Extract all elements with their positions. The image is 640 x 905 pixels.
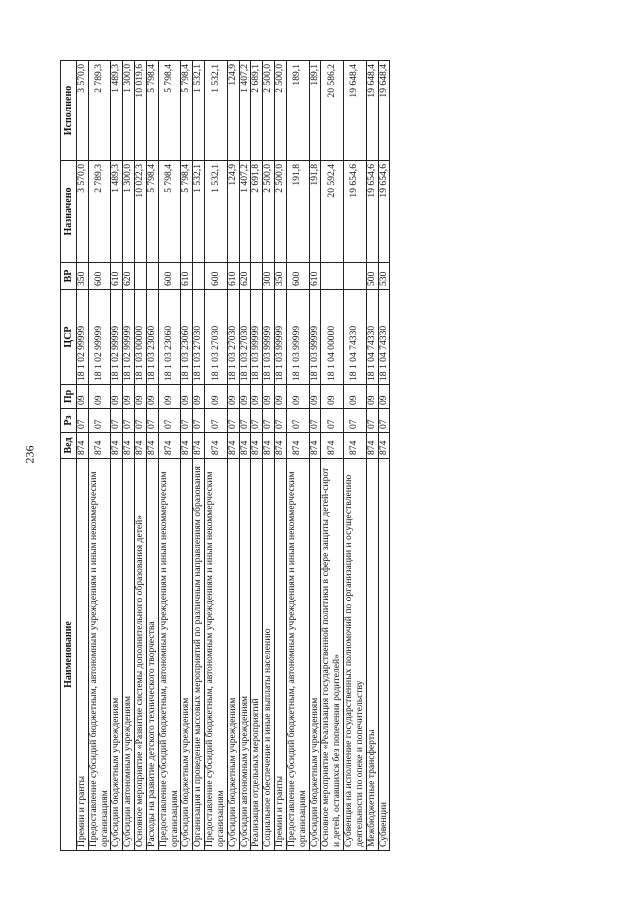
cell-rz: 07 [366,409,378,433]
cell-pr: 09 [378,385,390,409]
cell-rz: 07 [88,409,111,433]
cell-rz: 07 [251,409,263,433]
cell-vr [344,263,367,290]
cell-csr: 18 1 03 00000 [135,290,147,385]
cell-vr: 350 [275,263,287,290]
cell-pr: 09 [309,385,321,409]
cell-name: Субсидии автономным учреждениям [239,459,251,851]
cell-pr: 09 [251,385,263,409]
cell-name: Предоставление субсидий бюджетным, автономным учреждениям и иным некоммерческим организациям [88,459,111,851]
table-row [275,61,287,851]
cell-ved: 874 [263,433,275,459]
table-row [286,61,309,851]
table-row [378,61,390,851]
cell-csr: 18 1 03 27030 [239,290,251,385]
cell-vr: 600 [158,263,181,290]
cell-rz: 07 [146,409,158,433]
cell-pr: 09 [275,385,287,409]
cell-rz: 07 [309,409,321,433]
cell-executed: 1 489,3 [111,61,123,161]
cell-vr: 600 [286,263,309,290]
cell-pr: 09 [344,385,367,409]
table-row [263,61,275,851]
cell-executed: 5 798,4 [146,61,158,161]
cell-assigned: 2 500,0 [275,161,287,263]
page-number: 236 [22,445,37,464]
cell-executed: 3 570,0 [77,61,89,161]
cell-name: Субвенции [378,459,390,851]
cell-ved: 874 [146,433,158,459]
cell-csr: 18 1 02 99999 [88,290,111,385]
cell-name: Основное мероприятие «Реализация государственной политики в сфере защиты детей-сирот и детей, оставшихся без попечения родителей» [321,459,344,851]
cell-name: Субсидии бюджетным учреждениям [309,459,321,851]
cell-csr: 18 1 03 27030 [205,290,228,385]
rotated-table-wrapper [60,61,556,851]
cell-ved: 874 [77,433,89,459]
cell-pr: 09 [77,385,89,409]
cell-vr: 530 [378,263,390,290]
cell-executed: 19 648,4 [366,61,378,161]
cell-ved: 874 [158,433,181,459]
cell-pr: 09 [227,385,239,409]
cell-rz: 07 [193,409,205,433]
cell-vr: 500 [366,263,378,290]
cell-ved: 874 [227,433,239,459]
table-row [158,61,181,851]
cell-assigned: 10 022,3 [135,161,147,263]
cell-ved: 874 [275,433,287,459]
col-header-vr: ВР [61,263,77,290]
cell-csr: 18 1 03 99999 [251,290,263,385]
cell-assigned: 2 789,3 [88,161,111,263]
cell-vr: 600 [88,263,111,290]
table-row [123,61,135,851]
cell-vr: 610 [111,263,123,290]
cell-rz: 07 [239,409,251,433]
cell-executed: 1 532,1 [193,61,205,161]
cell-name: Расходы на развитие детского технического творчества [146,459,158,851]
cell-ved: 874 [251,433,263,459]
cell-executed: 189,1 [286,61,309,161]
cell-executed: 5 798,4 [181,61,193,161]
table-row [146,61,158,851]
cell-assigned: 191,8 [309,161,321,263]
cell-name: Организация и проведение массовых мероприятий по различным направлениям образования [193,459,205,851]
cell-assigned: 1 300,0 [123,161,135,263]
cell-vr: 610 [227,263,239,290]
cell-ved: 874 [309,433,321,459]
cell-rz: 07 [123,409,135,433]
table-row [227,61,239,851]
cell-name: Субвенция на исполнение государственных полномочий по организации и осуществлению деятельности по опеке и попечительству [344,459,367,851]
col-header-rz: Рз [61,409,77,433]
cell-assigned: 5 798,4 [146,161,158,263]
cell-rz: 07 [344,409,367,433]
col-header-name: Наименование [61,459,77,851]
cell-rz: 07 [263,409,275,433]
table-row [309,61,321,851]
table-row [193,61,205,851]
cell-vr: 620 [123,263,135,290]
cell-rz: 07 [227,409,239,433]
cell-rz: 07 [77,409,89,433]
cell-executed: 19 648,4 [344,61,367,161]
cell-assigned: 1 407,2 [239,161,251,263]
cell-csr: 18 1 03 99999 [275,290,287,385]
cell-name: Субсидии бюджетным учреждениям [227,459,239,851]
cell-name: Предоставление субсидий бюджетным, автономным учреждениям и иным некоммерческим организациям [286,459,309,851]
cell-vr: 350 [77,263,89,290]
cell-assigned: 1 489,3 [111,161,123,263]
table-row [111,61,123,851]
cell-name: Социальное обеспечение и иные выплаты населению [263,459,275,851]
cell-ved: 874 [205,433,228,459]
cell-pr: 09 [366,385,378,409]
cell-assigned: 1 532,1 [193,161,205,263]
col-header-executed: Исполнено [61,61,77,161]
cell-vr [251,263,263,290]
cell-pr: 09 [321,385,344,409]
cell-vr: 610 [309,263,321,290]
cell-ved: 874 [378,433,390,459]
cell-assigned: 19 654,6 [366,161,378,263]
cell-csr: 18 1 04 74330 [344,290,367,385]
cell-executed: 5 798,4 [158,61,181,161]
budget-table [60,60,390,851]
cell-name: Основное мероприятие «Развитие системы дополнительного образования детей» [135,459,147,851]
cell-csr: 18 1 03 23060 [181,290,193,385]
cell-rz: 07 [275,409,287,433]
cell-csr: 18 1 04 74330 [366,290,378,385]
cell-pr: 09 [263,385,275,409]
table-body [77,61,390,851]
cell-assigned: 2 691,8 [251,161,263,263]
col-header-assigned: Назначено [61,161,77,263]
cell-csr: 18 1 04 00000 [321,290,344,385]
cell-rz: 07 [321,409,344,433]
cell-name: Премии и гранты [77,459,89,851]
cell-csr: 18 1 03 23060 [158,290,181,385]
cell-ved: 874 [239,433,251,459]
cell-assigned: 1 532,1 [205,161,228,263]
table-row [88,61,111,851]
cell-pr: 09 [193,385,205,409]
cell-vr: 300 [263,263,275,290]
cell-pr: 09 [146,385,158,409]
table-row [181,61,193,851]
cell-pr: 09 [135,385,147,409]
cell-name: Реализация отдельных мероприятий [251,459,263,851]
cell-rz: 07 [378,409,390,433]
cell-ved: 874 [88,433,111,459]
table-row [135,61,147,851]
col-header-pr: Пр [61,385,77,409]
cell-pr: 09 [158,385,181,409]
cell-assigned: 5 798,4 [158,161,181,263]
cell-name: Субсидии бюджетным учреждениям [111,459,123,851]
cell-vr [135,263,147,290]
cell-csr: 18 1 03 27030 [193,290,205,385]
cell-executed: 10 019,6 [135,61,147,161]
cell-name: Предоставление субсидий бюджетным, автономным учреждениям и иным некоммерческим организациям [158,459,181,851]
cell-executed: 1 532,1 [205,61,228,161]
cell-assigned: 191,8 [286,161,309,263]
cell-rz: 07 [205,409,228,433]
table-row [344,61,367,851]
cell-ved: 874 [366,433,378,459]
cell-ved: 874 [111,433,123,459]
cell-executed: 124,9 [227,61,239,161]
col-header-ved: Вед [61,433,77,459]
cell-name: Предоставление субсидий бюджетным, автономным учреждениям и иным некоммерческим организациям [205,459,228,851]
cell-executed: 1 300,0 [123,61,135,161]
cell-ved: 874 [181,433,193,459]
cell-pr: 09 [205,385,228,409]
table-row [205,61,228,851]
cell-csr: 18 1 02 99999 [111,290,123,385]
cell-name: Межбюджетные трансферты [366,459,378,851]
cell-assigned: 20 592,4 [321,161,344,263]
cell-pr: 09 [181,385,193,409]
cell-executed: 2 789,3 [88,61,111,161]
col-header-csr: ЦСР [61,290,77,385]
cell-csr: 18 1 02 99999 [77,290,89,385]
cell-ved: 874 [193,433,205,459]
cell-pr: 09 [88,385,111,409]
cell-vr: 620 [239,263,251,290]
cell-vr [193,263,205,290]
cell-assigned: 2 500,0 [263,161,275,263]
cell-rz: 07 [158,409,181,433]
cell-assigned: 124,9 [227,161,239,263]
cell-pr: 09 [111,385,123,409]
cell-executed: 2 500,0 [263,61,275,161]
cell-vr: 600 [205,263,228,290]
table-row [321,61,344,851]
cell-csr: 18 1 03 99999 [286,290,309,385]
cell-ved: 874 [321,433,344,459]
cell-executed: 20 586,2 [321,61,344,161]
cell-vr [146,263,158,290]
cell-assigned: 3 570,0 [77,161,89,263]
cell-ved: 874 [344,433,367,459]
cell-rz: 07 [111,409,123,433]
cell-name: Субсидии автономным учреждениям [123,459,135,851]
cell-rz: 07 [286,409,309,433]
cell-pr: 09 [239,385,251,409]
cell-executed: 2 689,1 [251,61,263,161]
cell-csr: 18 1 03 23060 [146,290,158,385]
cell-executed: 1 407,2 [239,61,251,161]
table-row [77,61,89,851]
cell-assigned: 19 654,6 [344,161,367,263]
cell-csr: 18 1 02 99999 [123,290,135,385]
cell-csr: 18 1 03 99999 [309,290,321,385]
cell-vr: 610 [181,263,193,290]
cell-ved: 874 [135,433,147,459]
cell-executed: 19 648,4 [378,61,390,161]
cell-rz: 07 [135,409,147,433]
cell-executed: 2 500,0 [275,61,287,161]
cell-ved: 874 [286,433,309,459]
cell-pr: 09 [286,385,309,409]
cell-rz: 07 [181,409,193,433]
header-row [61,61,77,851]
cell-name: Субсидии бюджетным учреждениям [181,459,193,851]
cell-executed: 189,1 [309,61,321,161]
cell-csr: 18 1 03 27030 [227,290,239,385]
cell-vr [321,263,344,290]
cell-assigned: 5 798,4 [181,161,193,263]
cell-csr: 18 1 04 74330 [378,290,390,385]
table-row [239,61,251,851]
cell-ved: 874 [123,433,135,459]
cell-name: Премии и гранты [275,459,287,851]
cell-assigned: 19 654,6 [378,161,390,263]
table-row [251,61,263,851]
cell-csr: 18 1 03 99999 [263,290,275,385]
cell-pr: 09 [123,385,135,409]
table-row [366,61,378,851]
